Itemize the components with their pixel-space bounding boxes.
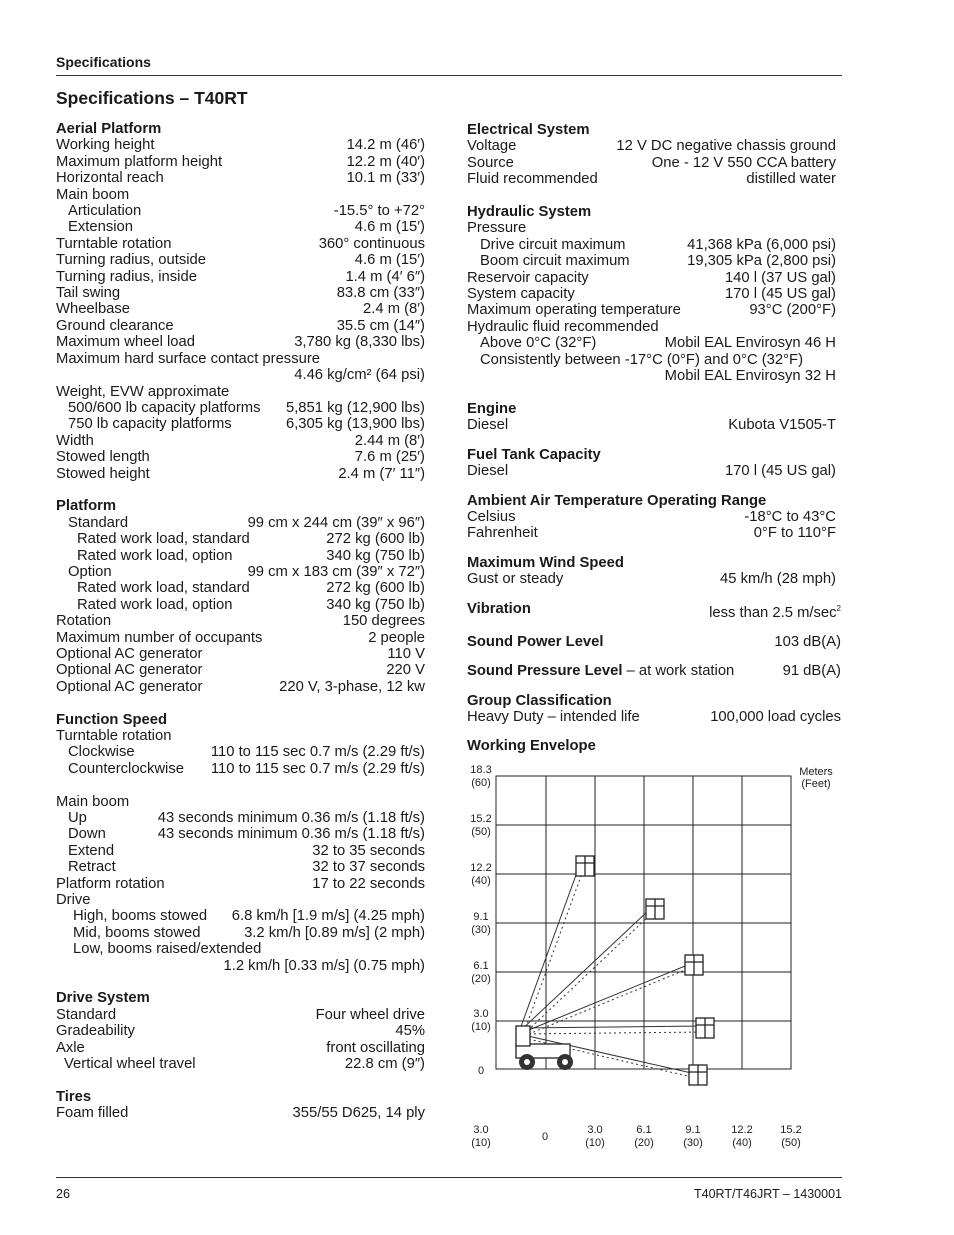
spec-value: 2.4 m (8′) [363,301,425,318]
y-tick-label: (50) [471,826,491,838]
spec-value: 3.2 km/h [0.89 m/s] (2 mph) [244,924,425,941]
spec-value: 17 to 22 seconds [312,875,425,892]
spec-value: 110 to 115 sec 0.7 m/s (2.29 ft/s) [210,744,425,761]
spec-value: front oscillating [326,1039,425,1056]
spec-value: Kubota V1505-T [728,417,836,434]
spec-label: Up [68,810,87,827]
sound-pressure-row [467,663,841,679]
spec-row [56,203,425,219]
spec-row [56,597,425,613]
spec-label: Drive [56,892,91,909]
page-title: Specifications – T40RT [56,88,248,108]
section-title: Function Speed [56,711,167,728]
spec-value: 2.44 m (8′) [354,432,425,449]
sound-pressure-suffix: – at work station [622,663,735,680]
spec-row [56,170,425,186]
spec-value: 220 V, 3-phase, 12 kw [279,678,425,695]
spec-value: 272 kg (600 lb) [326,531,425,548]
spec-value: 7.6 m (25′) [354,449,425,466]
spec-label: Reservoir capacity [467,269,589,286]
spec-label: Down [68,826,106,843]
spec-label: Heavy Duty – intended life [467,709,640,726]
drive-system-section [56,990,425,1072]
spec-label: Maximum hard surface contact pressure [56,350,320,367]
spec-row [467,509,836,525]
spec-label: Pressure [467,220,527,237]
units-meters-label: Meters [799,766,833,778]
spec-row [56,548,425,564]
spec-row [56,662,425,678]
spec-row [56,449,425,465]
fuel-section [467,447,836,480]
spec-value: 45% [395,1023,425,1040]
spec-row [56,908,425,924]
spec-value: 340 kg (750 lb) [326,596,425,613]
left-column [56,121,425,1122]
spec-label: Gust or steady [467,571,564,588]
spec-label: Stowed length [56,449,150,466]
spec-label: Optional AC generator [56,645,203,662]
spec-row [56,1056,425,1072]
x-tick-label: 12.2 [731,1124,753,1136]
spec-value: 6.8 km/h [1.9 m/s] (4.25 mph) [231,908,425,925]
spec-label: Width [56,432,94,449]
spec-row [56,219,425,235]
spec-label: Rated work load, option [77,547,233,564]
spec-row [56,252,425,268]
spec-row [467,335,836,351]
spec-label: Rated work load, standard [77,580,250,597]
spec-label: Platform rotation [56,875,165,892]
spec-label: Extend [68,842,115,859]
spec-label: Mid, booms stowed [73,924,201,941]
spec-row [467,302,836,318]
spec-row [56,630,425,646]
spec-value: 110 V [387,645,425,662]
spec-value: 355/55 D625, 14 ply [292,1105,425,1122]
spec-row [467,270,836,286]
envelope-svg [464,760,844,1160]
spec-label: Extension [68,219,133,236]
spec-value: 14.2 m (46′) [346,137,425,154]
spec-value: 360° continuous [318,235,425,252]
spec-row [56,810,425,826]
spec-row [56,1105,425,1121]
spec-value: 83.8 cm (33″) [336,285,425,302]
spec-value: 4.6 m (15′) [354,219,425,236]
boom-position-level [519,1026,704,1028]
x-tick-label: 3.0 [473,1124,489,1136]
y-tick-label: 9.1 [473,911,489,923]
spec-row [467,571,836,587]
spec-label: Low, booms raised/extended [73,941,262,958]
sound-power-row [467,634,841,650]
spec-label: Option [68,563,112,580]
function-speed-section [56,712,425,974]
basket-icon [685,955,703,975]
spec-label: Articulation [68,203,142,220]
spec-row [56,269,425,285]
spec-row [56,843,425,859]
spec-label: Turning radius, outside [56,252,206,269]
spec-row [56,925,425,941]
spec-value: 99 cm x 183 cm (39″ x 72″) [247,563,425,580]
spec-label: Turning radius, inside [56,268,197,285]
spec-label: Drive circuit maximum [480,236,626,253]
y-tick-label: 6.1 [473,960,489,972]
spec-row [56,236,425,252]
spec-row [56,285,425,301]
spec-label: Hydraulic fluid recommended [467,318,659,335]
group-section [467,693,841,726]
spec-label: Turntable rotation [56,235,172,252]
x-tick-label: 9.1 [685,1124,701,1136]
x-tick-label: 3.0 [587,1124,603,1136]
section-title: Engine [467,400,517,417]
x-tick-label: 6.1 [636,1124,652,1136]
boom-position-high [519,864,580,1032]
basket-icon [576,856,594,876]
spec-label: Voltage [467,138,517,155]
spec-row [467,171,836,187]
spec-label: Maximum platform height [56,153,223,170]
spec-value: 22.8 cm (9″) [344,1056,425,1073]
x-tick-label: (10) [471,1137,491,1149]
y-tick-label: 12.2 [470,862,492,874]
spec-label: Weight, EVW approximate [56,383,230,400]
spec-label: Rated work load, option [77,596,233,613]
x-tick-label: 0 [541,1131,549,1143]
spec-value: 272 kg (600 lb) [326,580,425,597]
spec-value: 41,368 kPa (6,000 psi) [687,236,836,253]
spec-value: Mobil EAL Envirosyn 46 H [664,335,836,352]
spec-label: System capacity [467,286,575,303]
section-title: Electrical System [467,122,590,138]
spec-label: Maximum number of occupants [56,629,263,646]
engine-section [467,401,836,434]
section-title: Maximum Wind Speed [467,554,624,571]
basket-icon [696,1018,714,1038]
spec-value: 140 l (37 US gal) [724,269,836,286]
spec-label: Gradeability [56,1023,135,1040]
right-column [467,122,841,755]
y-tick-label: 0 [477,1065,485,1077]
spec-label: Tail swing [56,285,121,302]
spec-label: High, booms stowed [73,908,208,925]
spec-value: 150 degrees [342,613,425,630]
spec-row [467,463,836,479]
spec-label: Wheelbase [56,301,131,318]
spec-value: 93°C (200°F) [749,302,836,319]
spec-row [56,564,425,580]
spec-row [56,876,425,892]
page-number: 26 [56,1187,70,1201]
page-header: Specifications [56,54,151,70]
spec-row [56,466,425,482]
y-tick-label: 3.0 [473,1008,489,1020]
basket-icon [689,1065,707,1085]
spec-value: 4.46 kg/cm² (64 psi) [294,367,425,384]
spec-row [56,318,425,334]
electrical-section [467,122,841,188]
spec-value: 0°F to 110°F [753,525,836,542]
spec-label: Rotation [56,613,112,630]
spec-label: Axle [56,1039,85,1056]
vibration-row [467,601,841,621]
spec-label: Diesel [467,417,509,434]
section-title: Sound Pressure Level [467,663,623,680]
spec-value: 99 cm x 244 cm (39″ x 96″) [247,514,425,531]
platform-section [56,498,425,695]
ambient-section [467,493,836,542]
spec-row [56,137,425,153]
working-envelope-title: Working Envelope [467,738,596,755]
spec-label: Ground clearance [56,317,174,334]
spec-row [56,416,425,432]
spec-row [56,679,425,695]
spec-value: 43 seconds minimum 0.36 m/s (1.18 ft/s) [157,810,425,827]
spec-label [467,663,734,679]
tires-section [56,1089,425,1122]
spec-label: Main boom [56,186,130,203]
spec-value: 43 seconds minimum 0.36 m/s (1.18 ft/s) [157,826,425,843]
vibration-value: less than 2.5 m/sec [709,604,837,621]
spec-row [56,154,425,170]
x-tick-label: (10) [585,1137,605,1149]
spec-label: Boom circuit maximum [480,253,630,270]
spec-row [56,301,425,317]
section-title: Vibration [467,600,531,617]
spec-row [467,237,836,253]
spec-value: 32 to 35 seconds [312,842,425,859]
hydraulic-section [467,204,836,384]
spec-value: 2 people [368,629,425,646]
spec-value: 32 to 37 seconds [312,859,425,876]
spec-label: Maximum operating temperature [467,302,681,319]
spec-row [467,155,836,171]
spec-label: Optional AC generator [56,662,203,679]
spec-label: Diesel [467,463,509,480]
spec-row [56,744,425,760]
spec-label: Consistently between -17°C (0°F) and 0°C (32°F) [480,351,804,368]
spec-value: 19,305 kPa (2,800 psi) [687,253,836,270]
spec-label: Horizontal reach [56,170,164,187]
spec-label: 500/600 lb capacity platforms [68,399,261,416]
section-title: Group Classification [467,692,612,709]
section-title: Fuel Tank Capacity [467,446,601,463]
spec-label: Vertical wheel travel [64,1056,196,1073]
spec-row [56,613,425,629]
spec-label: Celsius [467,508,516,525]
spec-label: Optional AC generator [56,678,203,695]
x-tick-label: 15.2 [780,1124,802,1136]
spec-label: 750 lb capacity platforms [68,416,232,433]
y-tick-label: 18.3 [470,764,492,776]
spec-value: 110 to 115 sec 0.7 m/s (2.29 ft/s) [210,760,425,777]
spec-value: -18°C to 43°C [744,508,836,525]
spec-value: 170 l (45 US gal) [724,463,836,480]
spec-value: 35.5 cm (14″) [336,317,425,334]
boom-position-high-dotted [524,868,584,1032]
spec-row [56,1007,425,1023]
spec-row [56,1023,425,1039]
spec-value: 6,305 kg (13,900 lbs) [285,416,425,433]
spec-row [467,286,836,302]
spec-value: 45 km/h (28 mph) [720,571,836,588]
spec-value: 91 dB(A) [782,663,841,680]
spec-label: Maximum wheel load [56,334,195,351]
x-tick-label: (40) [732,1137,752,1149]
spec-label: Rated work load, standard [77,531,250,548]
spec-value: 5,851 kg (12,900 lbs) [285,399,425,416]
spec-value: Four wheel drive [315,1006,425,1023]
spec-label: Counterclockwise [68,760,184,777]
spec-value: Mobil EAL Envirosyn 32 H [664,368,836,385]
spec-value: 100,000 load cycles [710,709,841,726]
basket-icon [646,899,664,919]
x-tick-label: (20) [634,1137,654,1149]
spec-row [56,1040,425,1056]
wind-section [467,555,836,588]
spec-value: 4.6 m (15′) [354,252,425,269]
spec-label: Fahrenheit [467,525,538,542]
spec-value: 1.4 m (4′ 6″) [345,268,425,285]
spec-label: Standard [56,1006,117,1023]
spec-value: 12 V DC negative chassis ground [616,138,836,155]
spec-value: 340 kg (750 lb) [326,547,425,564]
spec-label: Above 0°C (32°F) [480,335,597,352]
boom-position-upper [519,910,649,1032]
section-title: Platform [56,498,117,515]
spec-row [467,417,836,433]
vibration-superscript: 2 [836,603,841,613]
y-tick-label: (30) [471,924,491,936]
section-title: Tires [56,1088,92,1105]
y-tick-label: (60) [471,777,491,789]
spec-row [56,531,425,547]
spec-value: distilled water [746,171,836,188]
spec-label: Turntable rotation [56,728,172,744]
y-tick-label: (40) [471,875,491,887]
spec-value: 220 V [386,662,425,679]
spec-label: Foam filled [56,1105,129,1122]
spec-value: 10.1 m (33′) [346,170,425,187]
footer-divider [56,1177,842,1178]
spec-row [56,646,425,662]
boom-position-upper-dotted [524,915,650,1034]
x-tick-label: (30) [683,1137,703,1149]
spec-row [467,525,836,541]
section-title: Drive System [56,990,150,1007]
spec-row [56,515,425,531]
machine-chassis [516,1026,573,1070]
spec-label: Main boom [56,793,130,810]
spec-row [56,859,425,875]
section-title: Ambient Air Temperature Operating Range [467,492,767,509]
y-tick-label: (10) [471,1021,491,1033]
header-divider [56,75,842,76]
spec-row [467,138,836,154]
spec-label: Retract [68,859,116,876]
y-tick-label: (20) [471,973,491,985]
boom-position-level-dotted [519,1032,704,1034]
aerial-platform-section [56,121,425,482]
x-tick-label: (50) [781,1137,801,1149]
spec-value: 1.2 km/h [0.33 m/s] (0.75 mph) [223,957,425,974]
spec-value: -15.5° to +72° [333,203,425,220]
spec-label: Stowed height [56,465,150,482]
spec-value: 170 l (45 US gal) [724,286,836,303]
spec-row [56,400,425,416]
units-feet-label: (Feet) [801,778,831,790]
spec-label: Standard [68,514,129,531]
spec-row [56,433,425,449]
document-id: T40RT/T46JRT – 1430001 [693,1187,842,1201]
spec-row [467,709,841,725]
spec-label: Working height [56,137,155,154]
spec-row [56,826,425,842]
boom-position-mid-dotted [524,968,690,1036]
spec-value: 3,780 kg (8,330 lbs) [294,334,425,351]
working-envelope-diagram [464,760,844,1160]
spec-row [467,253,836,269]
spec-label: Fluid recommended [467,171,598,188]
spec-row [56,761,425,777]
spec-value: 2.4 m (7′ 11″) [338,465,425,482]
spec-value: One - 12 V 550 CCA battery [651,154,836,171]
spec-value: 12.2 m (40′) [346,153,425,170]
spec-row [56,580,425,596]
spec-label: Source [467,154,514,171]
spec-row [56,334,425,350]
spec-value: 103 dB(A) [774,633,841,650]
spec-value [709,601,841,621]
y-tick-label: 15.2 [470,813,492,825]
spec-label: Clockwise [68,744,135,761]
section-title: Aerial Platform [56,121,162,137]
section-title: Sound Power Level [467,633,604,650]
section-title: Hydraulic System [467,204,592,221]
